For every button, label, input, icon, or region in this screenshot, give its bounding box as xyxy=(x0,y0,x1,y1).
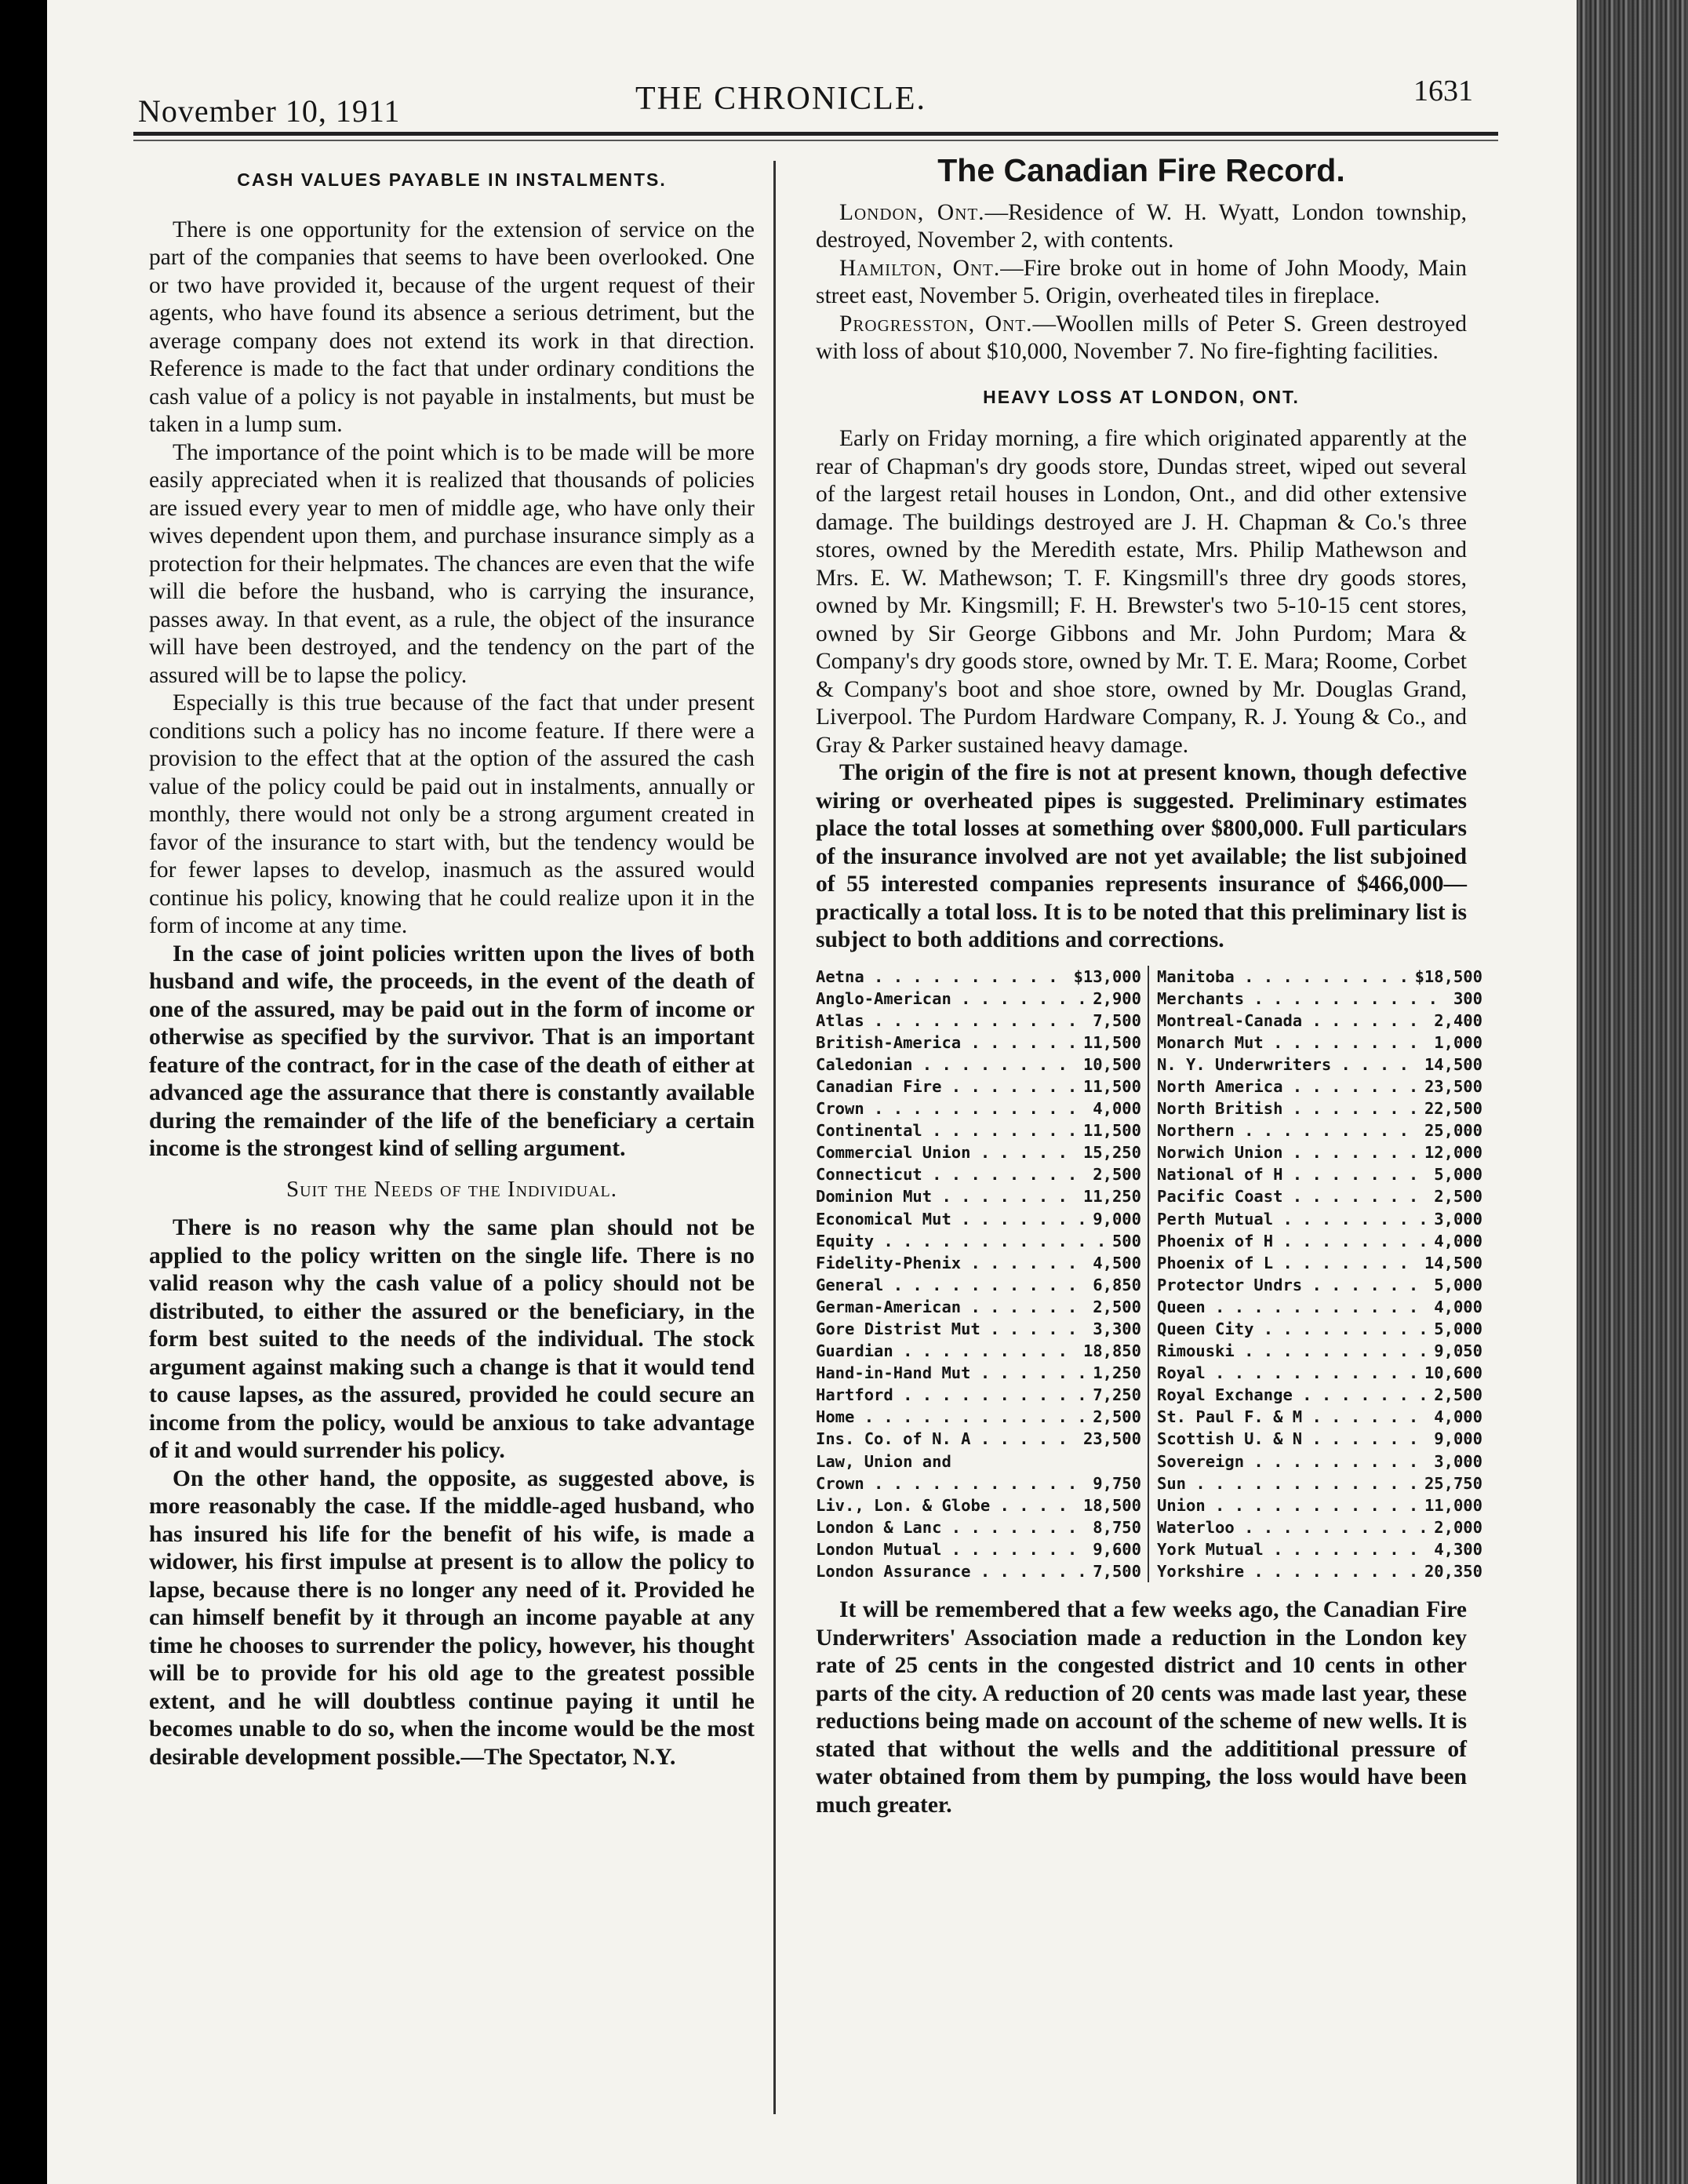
paragraph: There is one opportunity for the extension of service on the part of the companies that seems to have been overlooked. One or two have provided it, because of the urgent request of their agents, who have found its absence a serious detriment, but the average company does not extend its work in that direction. Reference is made to the fact that under ordinary conditions the cash value of a policy is not payable in instalments, but must be taken in a lump sum. xyxy=(149,217,755,437)
table-row xyxy=(1157,1230,1482,1252)
loss-amount: 4,000 xyxy=(1431,1230,1482,1252)
table-row xyxy=(816,1318,1141,1340)
company-name: Law, Union and xyxy=(816,1451,951,1471)
table-row xyxy=(816,1472,1141,1494)
loss-amount: 7,500 xyxy=(1090,1010,1141,1032)
company-name: Hand-in-Hand Mut . . . xyxy=(816,1362,1090,1384)
table-row xyxy=(1157,1274,1482,1296)
table-row xyxy=(816,1119,1141,1141)
loss-amount: 2,500 xyxy=(1431,1185,1482,1207)
table-row xyxy=(1157,1451,1482,1472)
loss-amount: 5,000 xyxy=(1431,1318,1482,1340)
paragraph: The origin of the fire is not at present known, though defective wiring or overheated pipes is suggested. Preliminary estimates place the total losses at something over $800,000. Full particulars of the insurance involved are not yet available; the list subjoined of 55 interested companies represents insurance of $466,000—practically a total loss. It is to be noted that this preliminary list is subject to both additions and corrections. xyxy=(816,760,1467,952)
table-row xyxy=(816,1208,1141,1230)
loss-amount: 5,000 xyxy=(1431,1163,1482,1185)
table-row xyxy=(816,1516,1141,1538)
loss-amount: 22,500 xyxy=(1421,1097,1482,1119)
loss-amount: 25,750 xyxy=(1421,1472,1482,1494)
loss-amount: 2,900 xyxy=(1090,988,1141,1010)
loss-table-left xyxy=(816,966,1149,1583)
company-name: Economical Mut . . . xyxy=(816,1208,1090,1230)
company-name: Home . . . xyxy=(816,1406,1090,1428)
loss-amount: 10,500 xyxy=(1080,1054,1141,1076)
book-edge xyxy=(1577,0,1688,2184)
company-name: Sovereign . . . xyxy=(1157,1451,1431,1472)
table-row xyxy=(1157,1538,1482,1560)
table-row xyxy=(1157,1163,1482,1185)
paragraph: There is no reason why the same plan should not be applied to the policy written on the single life. There is no valid reason why the cash value of a policy should not be distributed, to either the assured or the beneficiary, in the form best suited to the needs of the individual. The stock argument against making such a change is that it would tend to cause lapses, as the assured, provided he could secure an income from the policy, would be anxious to take advantage of it and would surrender his policy. xyxy=(149,1215,755,1463)
company-name: Protector Undrs . . . xyxy=(1157,1274,1431,1296)
company-name: Hartford . . . xyxy=(816,1384,1090,1406)
table-row xyxy=(1157,1185,1482,1207)
table-row xyxy=(816,1010,1141,1032)
table-row xyxy=(1157,1494,1482,1516)
loss-table xyxy=(816,966,1482,1583)
loss-amount: 3,300 xyxy=(1090,1318,1141,1340)
company-name: Fidelity-Phenix . . . xyxy=(816,1252,1090,1274)
subheading: Suit the Needs of the Individual. xyxy=(286,1176,618,1202)
left-column xyxy=(149,163,755,1771)
company-name: Connecticut . . . xyxy=(816,1163,1090,1185)
loss-amount: 9,750 xyxy=(1090,1472,1141,1494)
fire-record-item xyxy=(816,255,1467,311)
loss-amount: 4,000 xyxy=(1431,1406,1482,1428)
company-name: North British . . . xyxy=(1157,1097,1421,1119)
table-row xyxy=(1157,1472,1482,1494)
loss-amount: 23,500 xyxy=(1080,1428,1141,1450)
loss-amount: 2,400 xyxy=(1431,1010,1482,1032)
article-heading: HEAVY LOSS AT LONDON, ONT. xyxy=(983,386,1300,407)
table-row xyxy=(816,1252,1141,1274)
loss-amount: 7,250 xyxy=(1090,1384,1141,1406)
company-name: Royal Exchange . . . xyxy=(1157,1384,1431,1406)
loss-amount: 3,000 xyxy=(1431,1451,1482,1472)
table-row xyxy=(816,1185,1141,1207)
fire-record-item xyxy=(816,199,1467,255)
table-row xyxy=(1157,1032,1482,1054)
company-name: Norwich Union . . . xyxy=(1157,1141,1421,1163)
table-row xyxy=(816,1097,1141,1119)
loss-amount: 12,000 xyxy=(1421,1141,1482,1163)
loss-amount: 4,300 xyxy=(1431,1538,1482,1560)
company-name: Phoenix of L . . . xyxy=(1157,1252,1421,1274)
company-name: Waterloo . . . xyxy=(1157,1516,1431,1538)
column-divider xyxy=(773,161,776,2114)
paragraph: It will be remembered that a few weeks ago, the Canadian Fire Underwriters' Association made a reduction in the London key rate of 25 cents in the congested district and 10 cents in other parts of the city. A reduction of 20 cents was made last year, these reductions being made on account of the scheme of new wells. It is stated that without the wells and the addititional pressure of water obtained from them by pumping, the loss would have been much greater. xyxy=(816,1597,1467,1818)
company-name: Crown . . . xyxy=(816,1097,1090,1119)
loss-amount: 2,500 xyxy=(1090,1406,1141,1428)
table-row xyxy=(1157,1252,1482,1274)
company-name: General . . . xyxy=(816,1274,1090,1296)
loss-amount: 4,000 xyxy=(1431,1296,1482,1318)
company-name: Monarch Mut . . . xyxy=(1157,1032,1431,1054)
table-row xyxy=(1157,1119,1482,1141)
company-name: National of H . . . xyxy=(1157,1163,1431,1185)
company-name: London & Lanc . . . xyxy=(816,1516,1090,1538)
loss-amount: 11,250 xyxy=(1080,1185,1141,1207)
company-name: Yorkshire . . . xyxy=(1157,1560,1421,1582)
table-row xyxy=(816,1141,1141,1163)
company-name: Manitoba . . . xyxy=(1157,966,1412,988)
item-text: —Residence of W. H. Wyatt, London township, destroyed, November 2, with contents. xyxy=(816,199,1467,253)
company-name: Atlas . . . xyxy=(816,1010,1090,1032)
table-row xyxy=(816,1274,1141,1296)
company-name: Royal . . . xyxy=(1157,1362,1421,1384)
table-row xyxy=(1157,1516,1482,1538)
company-name: Perth Mutual . . . xyxy=(1157,1208,1431,1230)
paragraph: Early on Friday morning, a fire which originated apparently at the rear of Chapman's dry goods store, Dundas street, wiped out several of the largest retail houses in London, Ont., and did other extensive damage. The buildings destroyed are J. H. Chapman & Co.'s three stores, owned by the Meredith estate, Mrs. Philip Mathewson and Mrs. E. W. Mathewson; T. F. Kingsmill's three dry goods stores, owned by Mr. Kingsmill; F. H. Brewster's two 5-10-15 cent stores, owned by Sir George Gibbons and Mr. John Purdom; Mara & Company's dry goods store, owned by Mr. T. E. Mara; Roome, Corbet & Company's boot and shoe store, owned by Mr. Douglas Grand, Liverpool. The Purdom Hardware Company, R. J. Young & Co., and Gray & Parker sustained heavy damage. xyxy=(816,426,1467,758)
running-date: November 10, 1911 xyxy=(138,93,401,129)
company-name: Rimouski . . . xyxy=(1157,1340,1431,1362)
table-row xyxy=(1157,966,1482,988)
company-name: Caledonian . . . xyxy=(816,1054,1080,1076)
table-row xyxy=(816,1560,1141,1582)
loss-amount: 23,500 xyxy=(1421,1076,1482,1097)
company-name: Merchants . . . xyxy=(1157,988,1450,1010)
company-name: Montreal-Canada . . . xyxy=(1157,1010,1431,1032)
loss-amount: 2,000 xyxy=(1431,1516,1482,1538)
company-name: London Mutual . . . xyxy=(816,1538,1090,1560)
company-name: Gore Distrist Mut . . . xyxy=(816,1318,1090,1340)
right-column xyxy=(816,152,1482,1819)
table-row xyxy=(1157,1340,1482,1362)
company-name: Continental . . . xyxy=(816,1119,1080,1141)
loss-table-right xyxy=(1149,966,1482,1583)
loss-amount: 2,500 xyxy=(1431,1384,1482,1406)
table-row xyxy=(816,1032,1141,1054)
company-name: Commercial Union . . . xyxy=(816,1141,1080,1163)
loss-amount: 500 xyxy=(1109,1230,1141,1252)
loss-amount: 9,000 xyxy=(1431,1428,1482,1450)
loss-amount: 9,000 xyxy=(1090,1208,1141,1230)
loss-amount xyxy=(1138,1451,1141,1472)
running-title: THE CHRONICLE. xyxy=(635,81,926,117)
loss-amount: 8,750 xyxy=(1090,1516,1141,1538)
loss-amount: 6,850 xyxy=(1090,1274,1141,1296)
table-row xyxy=(816,1384,1141,1406)
table-row xyxy=(816,1494,1141,1516)
company-name: Scottish U. & N . . . xyxy=(1157,1428,1431,1450)
company-name: Ins. Co. of N. A . . . xyxy=(816,1428,1080,1450)
company-name: Dominion Mut . . . xyxy=(816,1185,1080,1207)
company-name: British-America . . . xyxy=(816,1032,1080,1054)
newspaper-page xyxy=(47,0,1577,2184)
loss-amount: 11,500 xyxy=(1080,1076,1141,1097)
table-row xyxy=(1157,1362,1482,1384)
company-name: Phoenix of H . . . xyxy=(1157,1230,1431,1252)
table-row xyxy=(816,1451,1141,1472)
table-row xyxy=(816,1362,1141,1384)
table-row xyxy=(816,1428,1141,1450)
loss-amount: 9,600 xyxy=(1090,1538,1141,1560)
loss-amount: $18,500 xyxy=(1412,966,1482,988)
place-name: London, Ont. xyxy=(839,199,985,225)
table-row xyxy=(1157,1141,1482,1163)
company-name: Crown . . . xyxy=(816,1472,1090,1494)
company-name: York Mutual . . . xyxy=(1157,1538,1431,1560)
paragraph: Especially is this true because of the fact that under present conditions such a policy has no income feature. If there were a provision to the effect that at the option of the assured the cash value of the policy could be paid out in instalments, annually or monthly, there would not only be a strong argument created in favor of the insurance to start with, but the tendency would be for fewer lapses to develop, inasmuch as the assured would continue his policy, knowing that he could realize upon it in the form of income at any time. xyxy=(149,690,755,938)
loss-amount: 25,000 xyxy=(1421,1119,1482,1141)
loss-amount: $13,000 xyxy=(1071,966,1141,988)
company-name: Queen City . . . xyxy=(1157,1318,1431,1340)
loss-amount: 1,000 xyxy=(1431,1032,1482,1054)
table-row xyxy=(1157,1296,1482,1318)
loss-amount: 300 xyxy=(1450,988,1482,1010)
loss-amount: 14,500 xyxy=(1421,1252,1482,1274)
paragraph: In the case of joint policies written upon the lives of both husband and wife, the proceeds, in the event of the death of one of the assured, may be paid out in the form of income or otherwise as specified by the survivor. That is an important feature of the contract, for in the case of the death of either at advanced age the assurance that there is constantly available during the remainder of the life of the beneficiary a certain income is the strongest kind of selling argument. xyxy=(149,941,755,1161)
table-row xyxy=(816,1076,1141,1097)
loss-amount: 1,250 xyxy=(1090,1362,1141,1384)
loss-amount: 10,600 xyxy=(1421,1362,1482,1384)
company-name: London Assurance . . . xyxy=(816,1560,1090,1582)
table-row xyxy=(816,1054,1141,1076)
table-row xyxy=(816,1230,1141,1252)
loss-amount: 11,500 xyxy=(1080,1032,1141,1054)
loss-amount: 2,500 xyxy=(1090,1163,1141,1185)
company-name: Anglo-American . . . xyxy=(816,988,1090,1010)
loss-amount: 9,050 xyxy=(1431,1340,1482,1362)
company-name: Pacific Coast . . . xyxy=(1157,1185,1431,1207)
table-row xyxy=(816,988,1141,1010)
table-row xyxy=(816,1538,1141,1560)
table-row xyxy=(816,1340,1141,1362)
loss-amount: 15,250 xyxy=(1080,1141,1141,1163)
place-name: Progresston, Ont. xyxy=(839,311,1033,337)
table-row xyxy=(1157,1054,1482,1076)
article-heading: CASH VALUES PAYABLE IN INSTALMENTS. xyxy=(237,169,667,190)
table-row xyxy=(1157,1076,1482,1097)
loss-amount: 7,500 xyxy=(1090,1560,1141,1582)
item-text: —Woollen mills of Peter S. Green destroyed with loss of about $10,000, November 7. No fire-fighting facilities. xyxy=(816,311,1468,364)
paragraph: The importance of the point which is to be made will be more easily appreciated when it is realized that thousands of policies are issued every year to men of middle age, who have only their wives dependent upon them, and purchase insurance simply as a protection for their helpmates. The chances are even that the wife will die before the husband, who is carrying the insurance, passes away. In that event, as a rule, the object of the insurance will have been destroyed, and the tendency on the part of the assured will be to lapse the policy. xyxy=(149,439,755,688)
table-row xyxy=(1157,1384,1482,1406)
table-row xyxy=(1157,1318,1482,1340)
section-heading: The Canadian Fire Record. xyxy=(937,152,1345,188)
page-number: 1631 xyxy=(1413,75,1473,107)
loss-amount: 18,500 xyxy=(1080,1494,1141,1516)
fire-record-item xyxy=(816,311,1467,366)
table-row xyxy=(1157,1428,1482,1450)
table-row xyxy=(816,1163,1141,1185)
table-row xyxy=(1157,988,1482,1010)
header-rule xyxy=(133,132,1498,136)
company-name: Aetna . . . xyxy=(816,966,1071,988)
loss-amount: 2,500 xyxy=(1090,1296,1141,1318)
loss-amount: 14,500 xyxy=(1421,1054,1482,1076)
company-name: German-American . . . xyxy=(816,1296,1090,1318)
loss-amount: 18,850 xyxy=(1080,1340,1141,1362)
place-name: Hamilton, Ont. xyxy=(839,255,1001,281)
company-name: St. Paul F. & M . . . xyxy=(1157,1406,1431,1428)
company-name: N. Y. Underwriters . . . xyxy=(1157,1054,1421,1076)
company-name: Northern . . . xyxy=(1157,1119,1421,1141)
table-row xyxy=(1157,1010,1482,1032)
loss-amount: 4,000 xyxy=(1090,1097,1141,1119)
company-name: Sun . . . xyxy=(1157,1472,1421,1494)
item-text: —Fire broke out in home of John Moody, Main street east, November 5. Origin, overheated tiles in fireplace. xyxy=(816,255,1467,308)
loss-amount: 4,500 xyxy=(1090,1252,1141,1274)
company-name: Union . . . xyxy=(1157,1494,1421,1516)
paragraph: On the other hand, the opposite, as suggested above, is more reasonably the case. If the middle-aged husband, who has insured his life for the benefit of his wife, is made a widower, his first impulse at present is to allow the policy to lapse, because there is no longer any need of it. Provided he can himself benefit by it through an income payable at any time he chooses to surrender the policy, however, his thought will be to provide for his old age to the greatest possible extent, and he will doubtless continue paying it until he becomes unable to do so, when the income would be the most desirable development possible.—The Spectator, N.Y. xyxy=(149,1465,755,1770)
company-name: Canadian Fire . . . xyxy=(816,1076,1080,1097)
header-rule-thin xyxy=(133,140,1498,141)
table-row xyxy=(1157,1406,1482,1428)
loss-amount: 11,000 xyxy=(1421,1494,1482,1516)
company-name: North America . . . xyxy=(1157,1076,1421,1097)
table-row xyxy=(1157,1560,1482,1582)
company-name: Liv., Lon. & Globe . . . xyxy=(816,1494,1080,1516)
company-name: Queen . . . xyxy=(1157,1296,1431,1318)
table-row xyxy=(1157,1208,1482,1230)
company-name: Guardian . . . xyxy=(816,1340,1080,1362)
table-row xyxy=(1157,1097,1482,1119)
table-row xyxy=(816,1296,1141,1318)
table-row xyxy=(816,1406,1141,1428)
company-name: Equity . . . xyxy=(816,1230,1109,1252)
loss-amount: 3,000 xyxy=(1431,1208,1482,1230)
loss-amount: 11,500 xyxy=(1080,1119,1141,1141)
loss-amount: 20,350 xyxy=(1421,1560,1482,1582)
loss-amount: 5,000 xyxy=(1431,1274,1482,1296)
table-row xyxy=(816,966,1141,988)
